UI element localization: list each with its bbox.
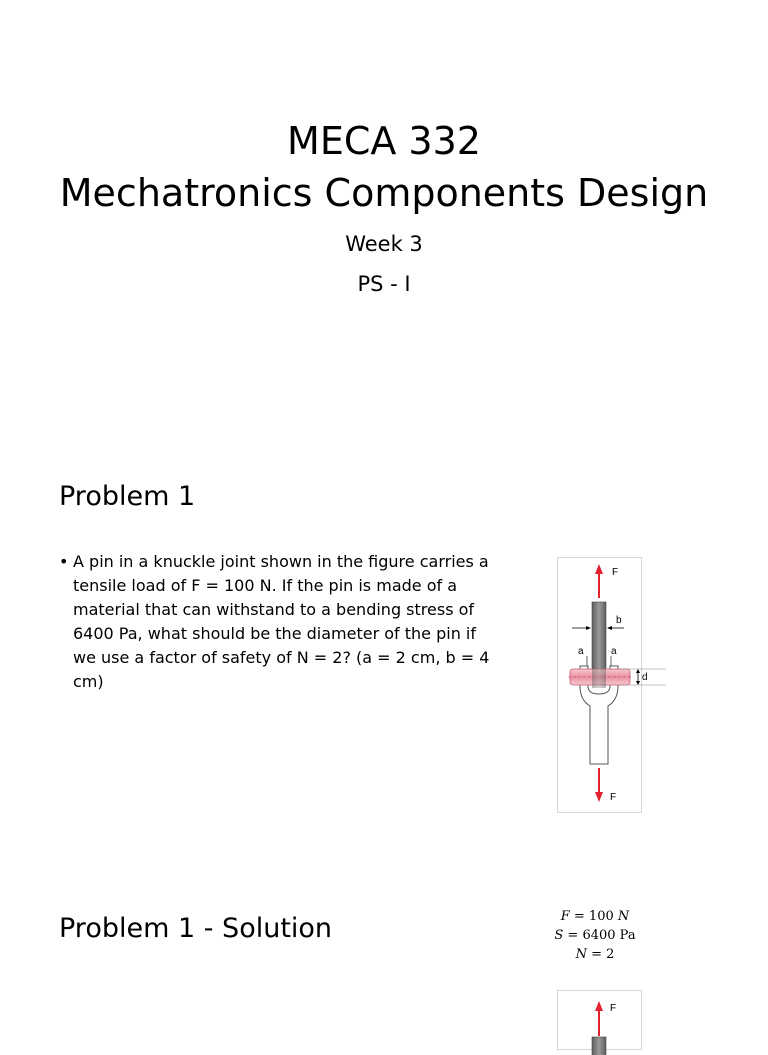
force-label-bottom: F [610, 792, 617, 803]
problem-slide [0, 440, 768, 860]
rod-upper [592, 602, 606, 672]
course-code: MECA 332 [287, 119, 481, 163]
knuckle-joint-figure-solution [557, 990, 642, 1050]
problem-text: A pin in a knuckle joint shown in the figure carries a tensile load of F = 100 N. If the pin is made of a material that can withstand to a bending stress of 6400 Pa, what should be the diameter of the pin if we use a factor of safety of N = 2? (a = 2 cm, b = 4 cm) [73, 552, 490, 691]
label-d: d [642, 672, 648, 683]
given-values [520, 907, 670, 964]
problem-heading: Problem 1 [59, 481, 196, 512]
week-label: Week 3 [345, 232, 423, 256]
bullet-marker: • [59, 552, 69, 571]
knuckle-joint-diagram [558, 558, 648, 814]
force-arrow-top-solution [595, 1001, 603, 1036]
title-slide [0, 0, 768, 440]
given-safety-factor: N = 2 [575, 947, 615, 962]
solution-heading: Problem 1 - Solution [59, 913, 333, 944]
force-arrow-top [595, 564, 603, 598]
label-a-right: a [611, 646, 617, 657]
course-title: Mechatronics Components Design [59, 171, 709, 215]
force-arrow-bottom [595, 768, 603, 802]
knuckle-joint-diagram-solution [558, 991, 643, 1051]
force-label-top: F [612, 567, 619, 578]
label-a-left: a [578, 646, 584, 657]
knuckle-joint-figure [557, 557, 648, 813]
label-b: b [616, 615, 622, 626]
force-label-top-solution: F [610, 1003, 617, 1014]
given-force: F = 100 N [560, 909, 630, 924]
solution-slide [0, 860, 768, 1024]
given-stress: S = 6400 Pa [554, 928, 636, 943]
problem-bullet [59, 550, 499, 694]
session-label: PS - I [357, 272, 411, 296]
